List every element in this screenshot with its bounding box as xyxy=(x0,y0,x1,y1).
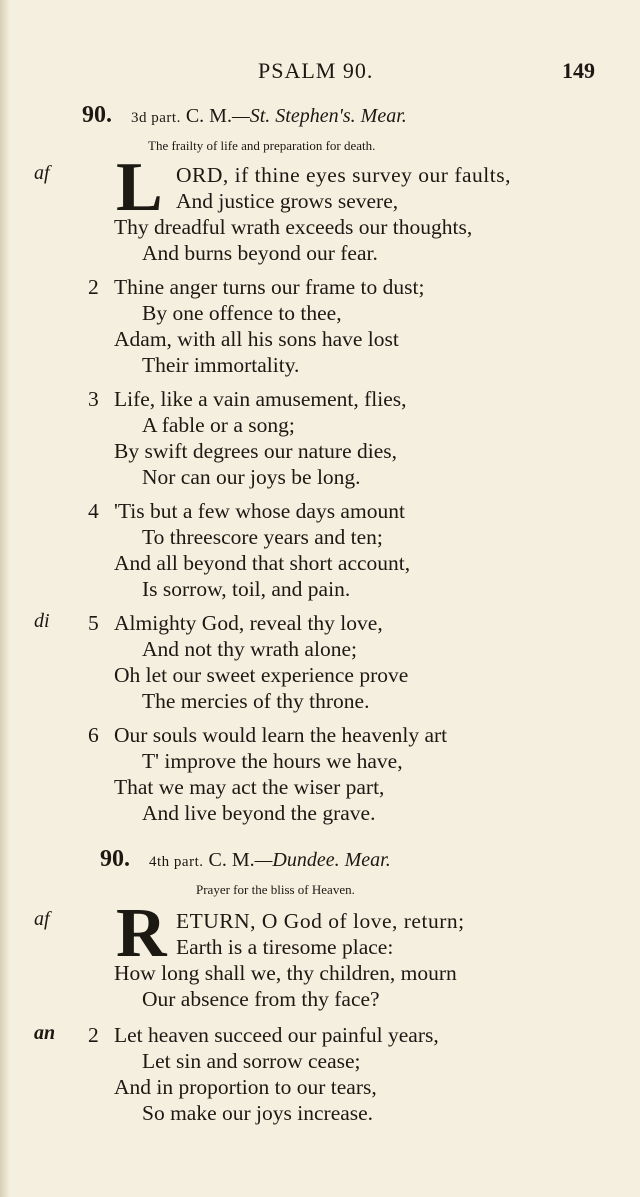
verse-number: 5 xyxy=(88,611,99,635)
section1-subtitle: The frailty of life and preparation for death. xyxy=(148,138,376,153)
page-number: 149 xyxy=(562,58,595,83)
verse-line: Adam, with all his sons have lost xyxy=(114,327,399,351)
verse-number: 3 xyxy=(88,387,99,411)
verse-number: 2 xyxy=(88,1023,99,1047)
verse-line: To threescore years and ten; xyxy=(142,525,383,549)
verse-line: ETURN, O God of love, return; xyxy=(176,909,465,933)
verse-line: The mercies of thy throne. xyxy=(142,689,370,713)
verse-line: And all beyond that short account, xyxy=(114,551,411,575)
page-gutter-edge xyxy=(0,0,10,1197)
verse-line: So make our joys increase. xyxy=(142,1101,374,1125)
verse-line: Let heaven succeed our painful years, xyxy=(114,1023,439,1047)
verse-line: Their immortality. xyxy=(142,353,300,377)
verse-line: T' improve the hours we have, xyxy=(142,749,403,773)
section2-heading xyxy=(100,846,391,873)
verse-line: 'Tis but a few whose days amount xyxy=(114,499,405,523)
verse-line: Thine anger turns our frame to dust; xyxy=(114,275,425,299)
section1-heading xyxy=(82,102,407,129)
verse-line: Thy dreadful wrath exceeds our thoughts, xyxy=(114,215,473,239)
verse-number: 6 xyxy=(88,723,99,747)
tune-names: —Dundee. Mear. xyxy=(254,849,391,871)
margin-mark: an xyxy=(34,1022,56,1044)
verse-number: 2 xyxy=(88,275,99,299)
margin-mark: af xyxy=(34,162,50,184)
part-label: 3d part. xyxy=(131,110,181,126)
margin-mark: af xyxy=(34,908,50,930)
verse-line: Earth is a tiresome place: xyxy=(176,935,394,959)
verse-line: How long shall we, thy children, mourn xyxy=(114,961,457,985)
margin-mark: di xyxy=(34,610,50,632)
verse-line: And in proportion to our tears, xyxy=(114,1075,377,1099)
drop-cap: L xyxy=(116,149,163,226)
verse-line: Life, like a vain amusement, flies, xyxy=(114,387,407,411)
running-title: PSALM 90. xyxy=(258,58,374,83)
psalm-number: 90. xyxy=(100,846,130,872)
verse-line: And not thy wrath alone; xyxy=(142,637,357,661)
verse-line: ORD, if thine eyes survey our faults, xyxy=(176,163,511,187)
verse-line: And live beyond the grave. xyxy=(142,801,376,825)
drop-cap: R xyxy=(116,895,167,972)
verse-line: That we may act the wiser part, xyxy=(114,775,385,799)
verse-line: A fable or a song; xyxy=(142,413,295,437)
running-header xyxy=(0,58,640,88)
part-label: 4th part. xyxy=(149,854,204,870)
verse-number: 4 xyxy=(88,499,99,523)
verse-line: Let sin and sorrow cease; xyxy=(142,1049,361,1073)
verse-line: Our souls would learn the heavenly art xyxy=(114,723,448,747)
section2-subtitle: Prayer for the bliss of Heaven. xyxy=(196,882,355,897)
verse-line: Our absence from thy face? xyxy=(142,987,380,1011)
verse-line: And justice grows severe, xyxy=(176,189,399,213)
psalm-number: 90. xyxy=(82,102,112,128)
verse-line: Oh let our sweet experience prove xyxy=(114,663,409,687)
verse-line: Is sorrow, toil, and pain. xyxy=(142,577,351,601)
tune-names: —St. Stephen's. Mear. xyxy=(231,105,407,127)
meter-label: C. M. xyxy=(208,849,255,871)
verse-line: Nor can our joys be long. xyxy=(142,465,361,489)
verse-line: By one offence to thee, xyxy=(142,301,342,325)
meter-label: C. M. xyxy=(185,105,232,127)
verse-line: By swift degrees our nature dies, xyxy=(114,439,398,463)
verse-line: Almighty God, reveal thy love, xyxy=(114,611,383,635)
verse-line: And burns beyond our fear. xyxy=(142,241,378,265)
